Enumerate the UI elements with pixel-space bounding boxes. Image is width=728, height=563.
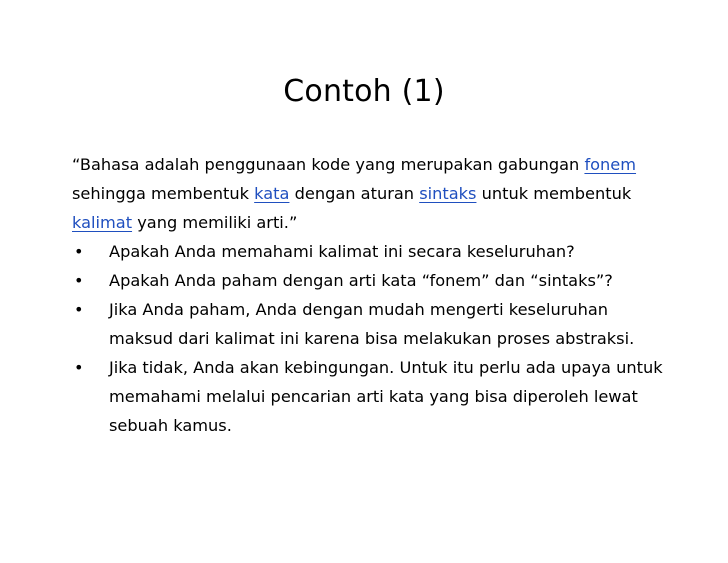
quote-text: untuk membentuk [476,184,632,203]
quote-text: “Bahasa adalah penggunaan kode yang merupakan gabungan [72,155,585,174]
bullet-icon: • [74,358,84,377]
link-kalimat[interactable]: kalimat [72,213,133,232]
definition-quote [72,150,672,237]
link-kata[interactable]: kata [254,184,290,203]
bullet-icon: • [74,300,84,319]
bullet-text: Apakah Anda paham dengan arti kata “fonem” dan “sintaks”? [109,271,613,290]
quote-text: dengan aturan [289,184,420,203]
list-item [72,237,672,266]
bullet-text: Jika tidak, Anda akan kebingungan. Untuk itu perlu ada upaya untuk memahami melalui pencarian arti kata yang bisa diperoleh lewat sebuah kamus. [109,358,663,435]
bullet-list [72,237,672,440]
list-item [72,353,672,440]
list-item [72,266,672,295]
slide-title: Contoh (1) [283,74,445,109]
bullet-text: Jika Anda paham, Anda dengan mudah mengerti keseluruhan maksud dari kalimat ini karena bisa melakukan proses abstraksi. [109,300,635,348]
quote-text: sehingga membentuk [72,184,255,203]
bullet-text: Apakah Anda memahami kalimat ini secara keseluruhan? [109,242,575,261]
link-sintaks[interactable]: sintaks [419,184,477,203]
bullet-icon: • [74,271,84,290]
quote-text: yang memiliki arti.” [132,213,298,232]
link-fonem[interactable]: fonem [584,155,637,174]
slide-body [72,150,672,440]
list-item [72,295,672,353]
bullet-icon: • [74,242,84,261]
